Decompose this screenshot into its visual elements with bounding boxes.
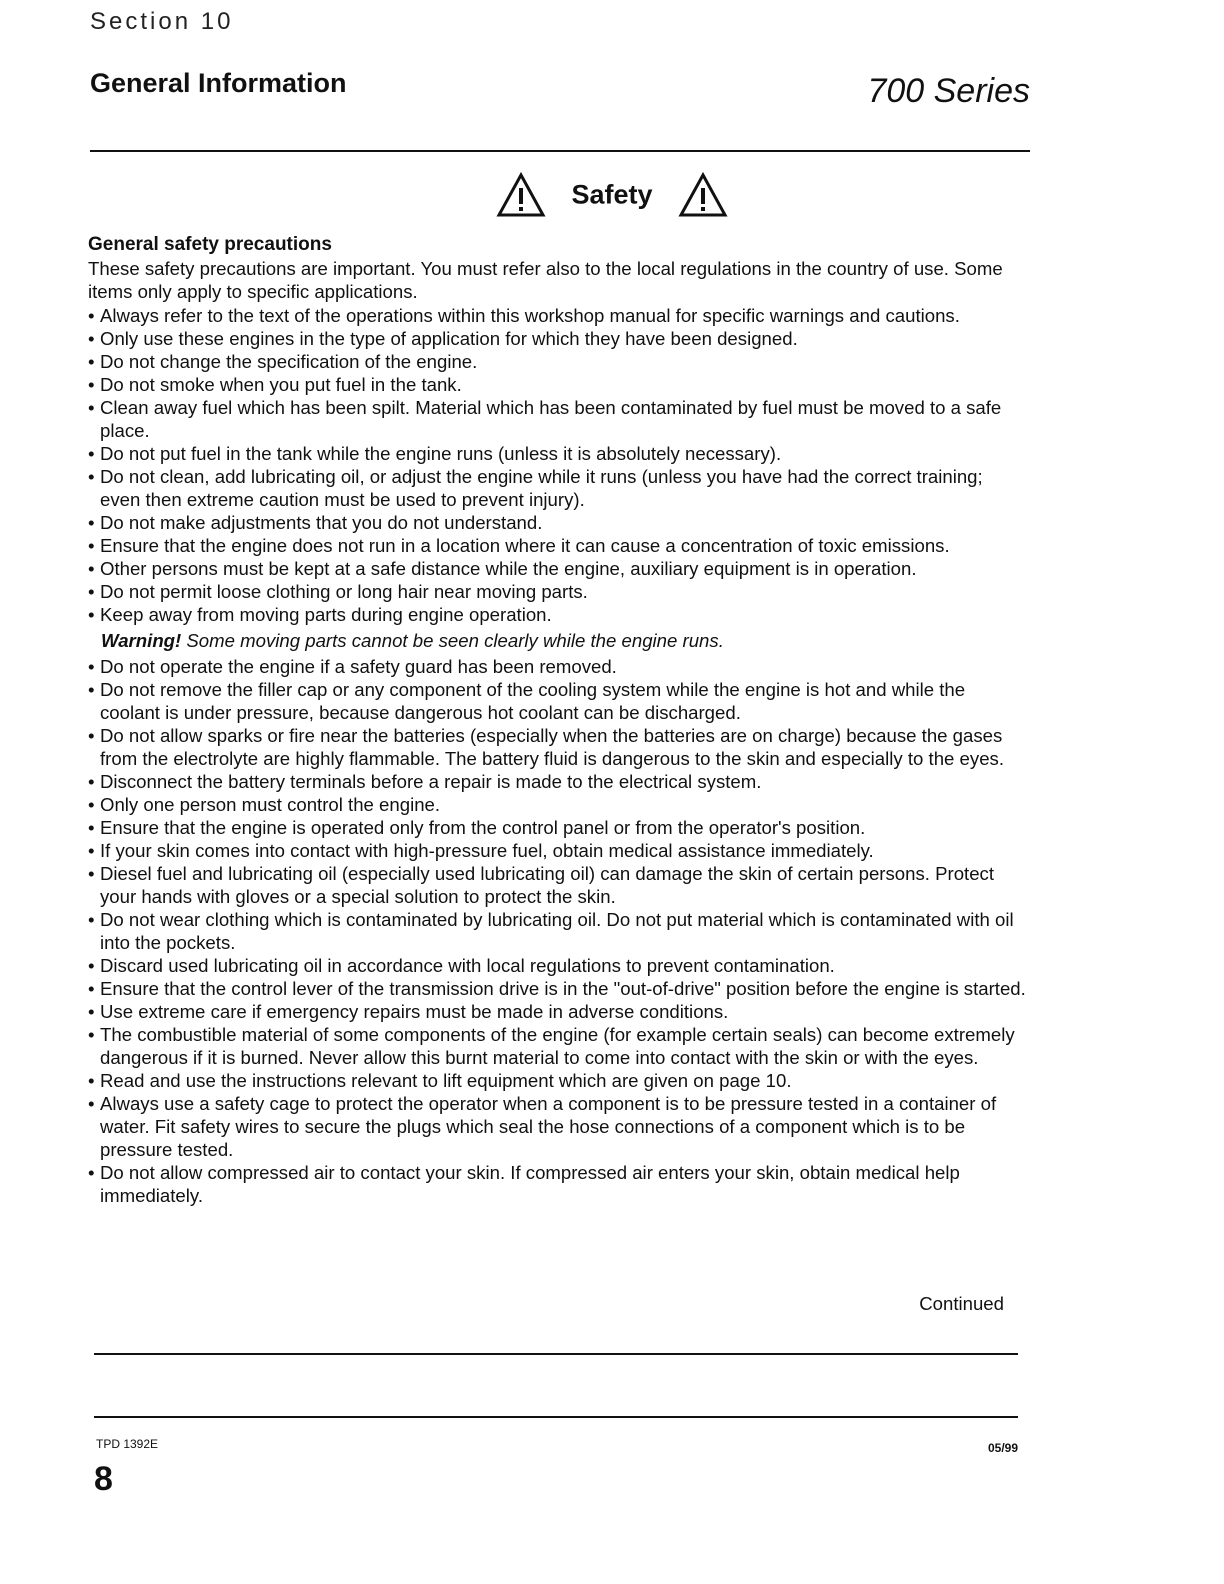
footer-divider-top — [94, 1353, 1018, 1355]
list-item: • Always use a safety cage to protect the operator when a component is to be pressure tested in a container of water. Fit safety wires to secure the plugs which seal the hose connections of a component which is to be pressure tested. — [88, 1092, 1028, 1161]
precautions-list-b — [88, 655, 1028, 1207]
list-item: • Discard used lubricating oil in accordance with local regulations to prevent contamination. — [88, 954, 1028, 977]
list-item: • Use extreme care if emergency repairs must be made in adverse conditions. — [88, 1000, 1028, 1023]
list-item: • Other persons must be kept at a safe distance while the engine, auxiliary equipment is in operation. — [88, 557, 1028, 580]
list-item: • Ensure that the engine does not run in a location where it can cause a concentration of toxic emissions. — [88, 534, 1028, 557]
revision-date: 05/99 — [987, 1441, 1018, 1455]
safety-heading — [0, 172, 1224, 218]
list-item: • Keep away from moving parts during engine operation. — [88, 603, 1028, 626]
list-item: • Do not allow compressed air to contact your skin. If compressed air enters your skin, obtain medical help immediately. — [88, 1161, 1028, 1207]
warning-text: Some moving parts cannot be seen clearly while the engine runs. — [186, 630, 724, 651]
list-item: • Ensure that the engine is operated only from the control panel or from the operator's position. — [88, 816, 1028, 839]
safety-content — [88, 233, 1028, 1207]
intro-paragraph: These safety precautions are important. You must refer also to the local regulations in the country of use. Some items only apply to specific applications. — [88, 258, 1003, 302]
list-item: • Do not wear clothing which is contaminated by lubricating oil. Do not put material which is contaminated with oil into the pockets. — [88, 908, 1028, 954]
list-item: • The combustible material of some components of the engine (for example certain seals) can become extremely dangerous if it is burned. Never allow this burnt material to come into contact with the skin or with the eyes. — [88, 1023, 1028, 1069]
document-code: TPD 1392E — [96, 1437, 159, 1451]
list-item: • Always refer to the text of the operations within this workshop manual for specific warnings and cautions. — [88, 304, 1028, 327]
list-item: • If your skin comes into contact with high-pressure fuel, obtain medical assistance immediately. — [88, 839, 1028, 862]
list-item: • Disconnect the battery terminals before a repair is made to the electrical system. — [88, 770, 1028, 793]
list-item: • Do not clean, add lubricating oil, or adjust the engine while it runs (unless you have had the correct training; even then extreme caution must be used to prevent injury). — [88, 465, 1028, 511]
list-item: • Only one person must control the engine. — [88, 793, 1028, 816]
list-item: • Only use these engines in the type of application for which they have been designed. — [88, 327, 1028, 350]
warning-note — [101, 629, 1028, 652]
list-item: • Do not allow sparks or fire near the batteries (especially when the batteries are on charge) because the gases from the electrolyte are highly flammable. The battery fluid is dangerous to the skin and especially to the eyes. — [88, 724, 1028, 770]
page-number: 8 — [94, 1460, 113, 1498]
warning-triangle-icon — [496, 172, 546, 218]
list-item: • Ensure that the control lever of the transmission drive is in the "out-of-drive" position before the engine is started. — [88, 977, 1028, 1000]
list-item: • Do not put fuel in the tank while the engine runs (unless it is absolutely necessary). — [88, 442, 1028, 465]
list-item: • Do not smoke when you put fuel in the tank. — [88, 373, 1028, 396]
list-item: • Do not permit loose clothing or long hair near moving parts. — [88, 580, 1028, 603]
page-title: General Information — [90, 68, 347, 98]
section-label: Section 10 — [90, 8, 234, 35]
list-item: • Read and use the instructions relevant to lift equipment which are given on page 10. — [88, 1069, 1028, 1092]
safety-heading-text: Safety — [571, 179, 653, 210]
precautions-list-a — [88, 304, 1028, 626]
list-item: • Clean away fuel which has been spilt. Material which has been contaminated by fuel must be moved to a safe place. — [88, 396, 1028, 442]
list-item: • Do not change the specification of the engine. — [88, 350, 1028, 373]
footer-divider-bottom — [94, 1416, 1018, 1418]
warning-triangle-icon — [678, 172, 728, 218]
warning-label: Warning! — [101, 630, 182, 651]
list-item: • Diesel fuel and lubricating oil (especially used lubricating oil) can damage the skin of certain persons. Protect your hands with gloves or a special solution to protect the skin. — [88, 862, 1028, 908]
continued-label: Continued — [919, 1293, 1004, 1314]
series-title: 700 Series — [867, 72, 1030, 110]
section-subheading: General safety precautions — [88, 234, 332, 255]
list-item: • Do not operate the engine if a safety guard has been removed. — [88, 655, 1028, 678]
header-divider — [90, 150, 1030, 152]
list-item: • Do not make adjustments that you do not understand. — [88, 511, 1028, 534]
list-item: • Do not remove the filler cap or any component of the cooling system while the engine is hot and while the coolant is under pressure, because dangerous hot coolant can be discharged. — [88, 678, 1028, 724]
